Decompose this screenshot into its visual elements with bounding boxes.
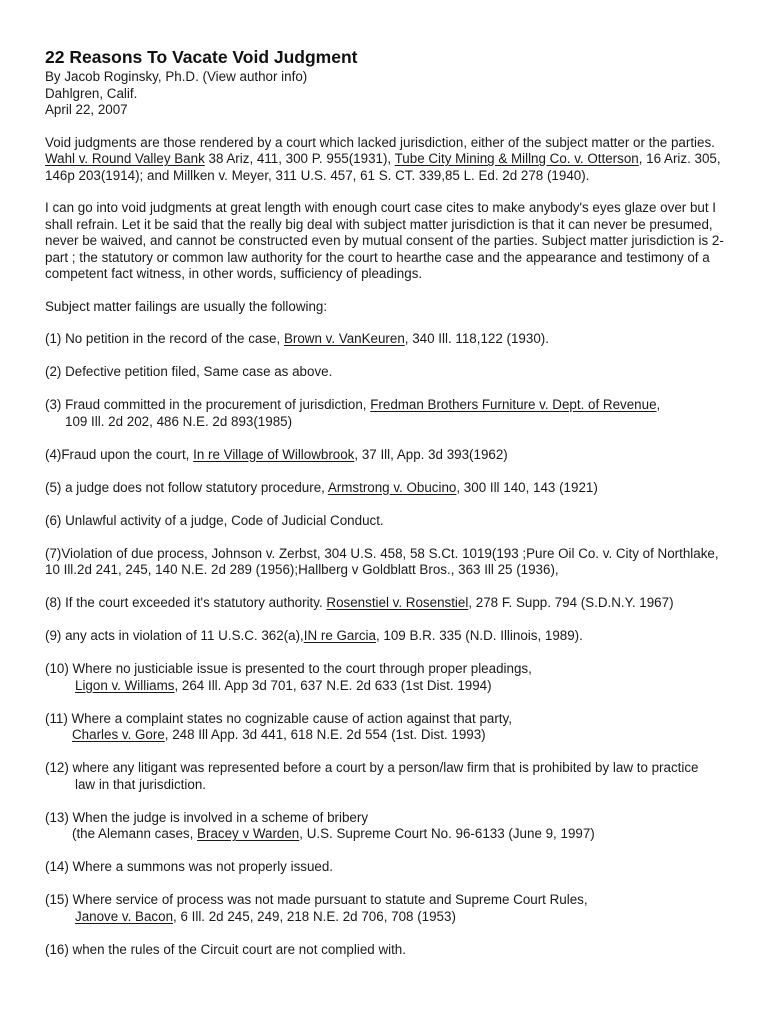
list-intro: Subject matter failings are usually the following: <box>45 298 328 314</box>
case-link-charles[interactable]: Charles v. Gore <box>72 727 165 742</box>
case-link-rosenstiel[interactable]: Rosenstiel v. Rosenstiel <box>326 595 469 610</box>
case-link-fredman[interactable]: Fredman Brothers Furniture v. Dept. of Revenue <box>370 397 657 412</box>
case-link-bracey[interactable]: Bracey v Warden <box>197 826 300 841</box>
list-item-8: (8) If the court exceeded it's statutory authority. Rosenstiel v. Rosenstiel, 278 F. Supp. 794 (S.D.N.Y. 1967) <box>45 595 674 610</box>
body-paragraph: I can go into void judgments at great length with enough court case cites to make anybody's eyes glaze over but I shall refrain. Let it be said that the really big deal with subject matter jurisdiction is that it can never be presumed, never be waived, and cannot be constructed even by mutual consent of the parties. Subject matter jurisdiction is 2-part ; the statutory or common law authority for the court to hearthe case and the appearance and testimony of a competent fact witness, in other words, sufficiency of pleadings. <box>45 200 724 281</box>
list-item-14: (14) Where a summons was not properly issued. <box>45 859 334 874</box>
case-link-tube-city[interactable]: Tube City Mining & Millng Co. v. Otterson <box>394 151 639 166</box>
list-item-4: (4)Fraud upon the court, In re Village of Willowbrook, 37 Ill, App. 3d 393(1962) <box>45 446 508 462</box>
page-title: 22 Reasons To Vacate Void Judgment <box>45 47 358 67</box>
list-item-3: (3) Fraud committed in the procurement of jurisdiction, Fredman Brothers Furniture v. Dept. of Revenue, 109 Ill. 2d 202, 486 N.E. 2d 893(1985) <box>45 397 661 429</box>
case-link-brown[interactable]: Brown v. VanKeuren <box>283 331 405 346</box>
list-item-2: (2) Defective petition filed, Same case as above. <box>45 364 333 379</box>
case-link-wahl[interactable]: Wahl v. Round Valley Bank <box>45 151 205 166</box>
list-item-11: (11) Where a complaint states no cognizable cause of action against that party, Charles v. Gore, 248 Ill App. 3d 441, 618 N.E. 2d 554 (1st. Dist. 1993) <box>45 710 512 742</box>
list-item-16: (16) when the rules of the Circuit court are not complied with. <box>45 941 406 957</box>
list-item-10: (10) Where no justiciable issue is presented to the court through proper pleadings, Ligon v. Williams, 264 Ill. App 3d 701, 637 N.E. 2d 633 (1st Dist. 1994) <box>45 661 532 693</box>
byline: By Jacob Roginsky, Ph.D. (View author info) <box>45 69 308 84</box>
list-item-13: (13) When the judge is involved in a scheme of bribery (the Alemann cases, Bracey v Warden, U.S. Supreme Court No. 96-6133 (June 9, 1997) <box>45 809 595 841</box>
list-item-5: (5) a judge does not follow statutory procedure, Armstrong v. Obucino, 300 Ill 140, 143 (1921) <box>45 479 598 495</box>
list-item-6: (6) Unlawful activity of a judge, Code of Judicial Conduct. <box>45 512 384 528</box>
case-link-willowbrook[interactable]: In re Village of Willowbrook <box>193 446 355 462</box>
case-link-janove[interactable]: Janove v. Bacon <box>75 908 174 924</box>
intro-paragraph: Void judgments are those rendered by a court which lacked jurisdiction, either of the subject matter or the parties. Wahl v. Round Valley Bank 38 Ariz, 411, 300 P. 955(1931), Tube City Mining & Millng Co. v. Otterson, 16 Ariz. 305, 146p 203(1914); and Millken v. Meyer, 311 U.S. 457, 61 S. CT. 339,85 L. Ed. 2d 278 (1940). <box>45 134 721 183</box>
list-item-15: (15) Where service of process was not made pursuant to statute and Supreme Court Rules, Janove v. Bacon, 6 Ill. 2d 245, 249, 218 N.E. 2d 706, 708 (1953) <box>45 892 588 924</box>
list-item-12: (12) where any litigant was represented before a court by a person/law firm that is prohibited by law to practice law in that jurisdiction. <box>45 760 699 792</box>
case-link-garcia[interactable]: IN re Garcia <box>303 628 376 643</box>
location: Dahlgren, Calif. <box>45 85 138 101</box>
list-item-7: (7)Violation of due process, Johnson v. Zerbst, 304 U.S. 458, 58 S.Ct. 1019(193 ;Pure Oil Co. v. City of Northlake, 10 Ill.2d 241, 245, 140 N.E. 2d 289 (1956);Hallberg v Goldblatt Bros., 363 Ill 25 (1936), <box>45 545 719 577</box>
list-item-1: (1) No petition in the record of the case, Brown v. VanKeuren, 340 Ill. 118,122 (1930). <box>45 331 549 346</box>
date: April 22, 2007 <box>45 102 128 117</box>
case-link-ligon[interactable]: Ligon v. Williams <box>75 677 175 693</box>
case-link-armstrong[interactable]: Armstrong v. Obucino <box>327 479 457 495</box>
document <box>45 46 735 975</box>
list-item-9: (9) any acts in violation of 11 U.S.C. 362(a),IN re Garcia, 109 B.R. 335 (N.D. Illinois, 1989). <box>45 628 583 643</box>
